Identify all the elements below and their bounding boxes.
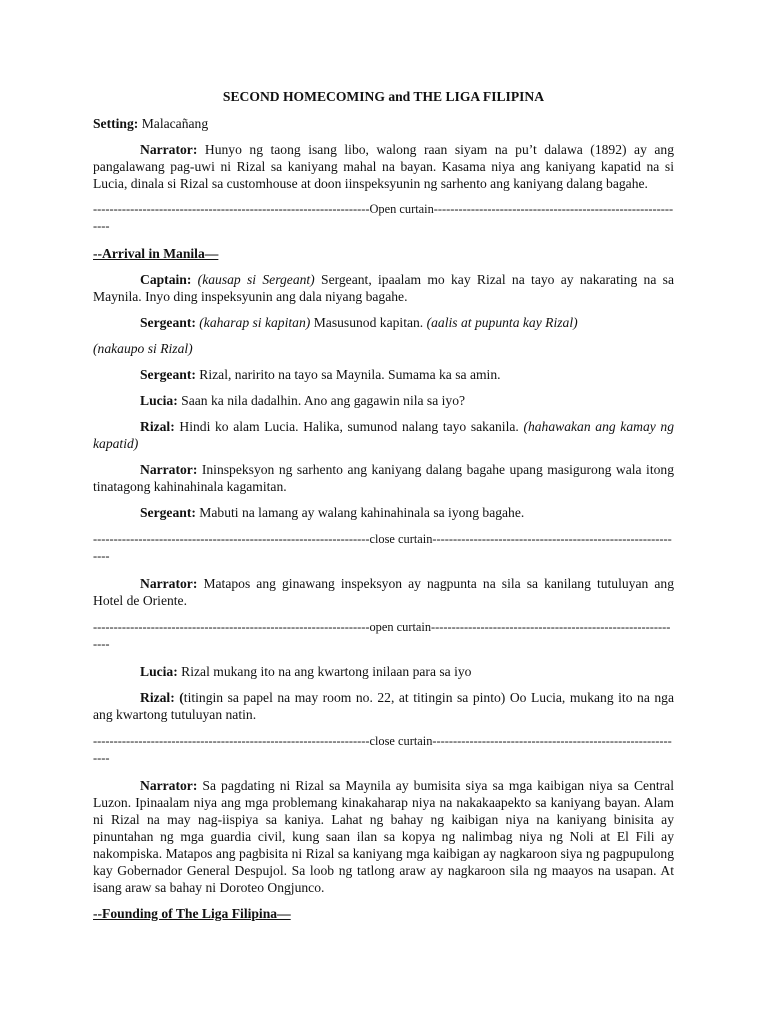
stage-direction-line [93,340,674,357]
dialogue-text: Mabuti na lamang ay walang kahinahinala sa iyong bagahe. [199,505,525,520]
speaker-label: Narrator: [140,462,198,477]
speaker-label: Narrator: [140,778,198,793]
dialogue-text: Matapos ang ginawang inspeksyon ay nagpunta na sila sa kanilang tutuluyan ang Hotel de Oriente. [93,576,674,608]
stage-divider-close-1: -------------------------------------------------------------------close curtain-------------------------------------------------------------- [93,532,672,563]
captain-line [93,271,674,305]
narrator-paragraph-3 [93,575,674,609]
dialogue-text: Rizal mukang ito na ang kwartong inilaan para sa iyo [181,664,472,679]
dialogue-text: Ininspeksyon ng sarhento ang kaniyang dalang bagahe upang masigurong wala itong tinatagong kahinahinala kagamitan. [93,462,674,494]
section-heading-arrival: --Arrival in Manila— [93,246,219,261]
stage-direction: (hahawakan ang kamay ng kapatid) [93,419,674,451]
speaker-label: Lucia: [140,664,178,679]
sergeant-line-1 [93,314,674,331]
document-title: SECOND HOMECOMING and THE LIGA FILIPINA [222,89,545,104]
dialogue-text: Saan ka nila dadalhin. Ano ang gagawin nila sa iyo? [181,393,466,408]
bold-paren: ( [179,690,184,705]
speaker-label: Sergeant: [140,505,196,520]
speaker-label: Sergeant: [140,315,196,330]
stage-direction: (kaharap si kapitan) [199,315,311,330]
narrator-paragraph-4 [93,777,674,896]
narrator-paragraph-1 [93,141,674,192]
speaker-label: Narrator: [140,142,198,157]
dialogue-text: titingin sa papel na may room no. 22, at titingin sa pinto) Oo Lucia, mukang ito na nga ang kwartong tutuluyan natin. [93,690,674,722]
stage-direction: (aalis at pupunta kay Rizal) [426,315,578,330]
speaker-label: Captain: [140,272,192,287]
speaker-label: Lucia: [140,393,178,408]
stage-divider-open: -------------------------------------------------------------------Open curtain-------------------------------------------------------------- [93,202,674,233]
dialogue-text: Sergeant, ipaalam mo kay Rizal na tayo ay nakarating na sa Maynila. Inyo ding inspeksyunin ang dala niyang bagahe. [93,272,674,304]
dialogue-text: Sa pagdating ni Rizal sa Maynila ay bumisita siya sa mga kaibigan niya sa Central Luzon. Ipinaalam niya ang mga problemang kinakaharap niya na nakakaapekto sa kaniyang bayan. Alam ni Rizal na may nag-iispiya sa kaniya. Lahat ng bahay ng kaibigan niya na kaniyang binisita ay pinuntahan ng mga guardia civil, kung saan ilan sa kopya ng nalimbag niya ng Noli at El Fili ay nakompiska. Matapos ang pagbisita ni Rizal sa kaniyang mga kaibigan ay nagkaroon siya ng pagpupulong kay Gobernador General Despujol. Sa loob ng tatlong araw ay nagkaroon sila ng maayos na usapan. At isang araw sa bahay ni Doroteo Ongjunco. [93,778,674,895]
narrator-paragraph-2 [93,461,674,495]
setting-label: Setting: [93,116,139,131]
dialogue-text: Hunyo ng taong isang libo, walong raan siyam na pu’t dalawa (1892) ay ang pangalawang pag-uwi ni Rizal sa kaniyang mahal na bayan. Kasama niya ang kaniyang kapatid na si Lucia, dinala si Rizal sa customhouse at doon iinspeksyunin ng sarhento ang kaniyang dalang bagahe. [93,142,674,191]
dialogue-text: Rizal, naririto na tayo sa Maynila. Sumama ka sa amin. [199,367,501,382]
rizal-line-1 [93,418,674,452]
section-heading-founding: --Founding of The Liga Filipina— [93,906,291,921]
speaker-label: Rizal: [140,690,175,705]
sergeant-line-2 [93,366,674,383]
speaker-label: Narrator: [140,576,198,591]
lucia-line-1 [93,392,674,409]
setting-line [93,115,674,132]
sergeant-line-3 [93,504,674,521]
stage-divider-close-2: -------------------------------------------------------------------close curtain-------------------------------------------------------------- [93,734,672,765]
stage-direction: (kausap si Sergeant) [197,272,315,287]
setting-value: Malacañang [141,116,209,131]
dialogue-text: Masusunod kapitan. [313,315,424,330]
speaker-label: Sergeant: [140,367,196,382]
rizal-line-2 [93,689,674,723]
lucia-line-2 [93,663,674,680]
dialogue-text: Hindi ko alam Lucia. Halika, sumunod nalang tayo sakanila. [179,419,519,434]
speaker-label: Rizal: [140,419,175,434]
stage-direction: (nakaupo si Rizal) [93,341,193,356]
stage-divider-open-2: -------------------------------------------------------------------open curtain-------------------------------------------------------------- [93,620,671,651]
